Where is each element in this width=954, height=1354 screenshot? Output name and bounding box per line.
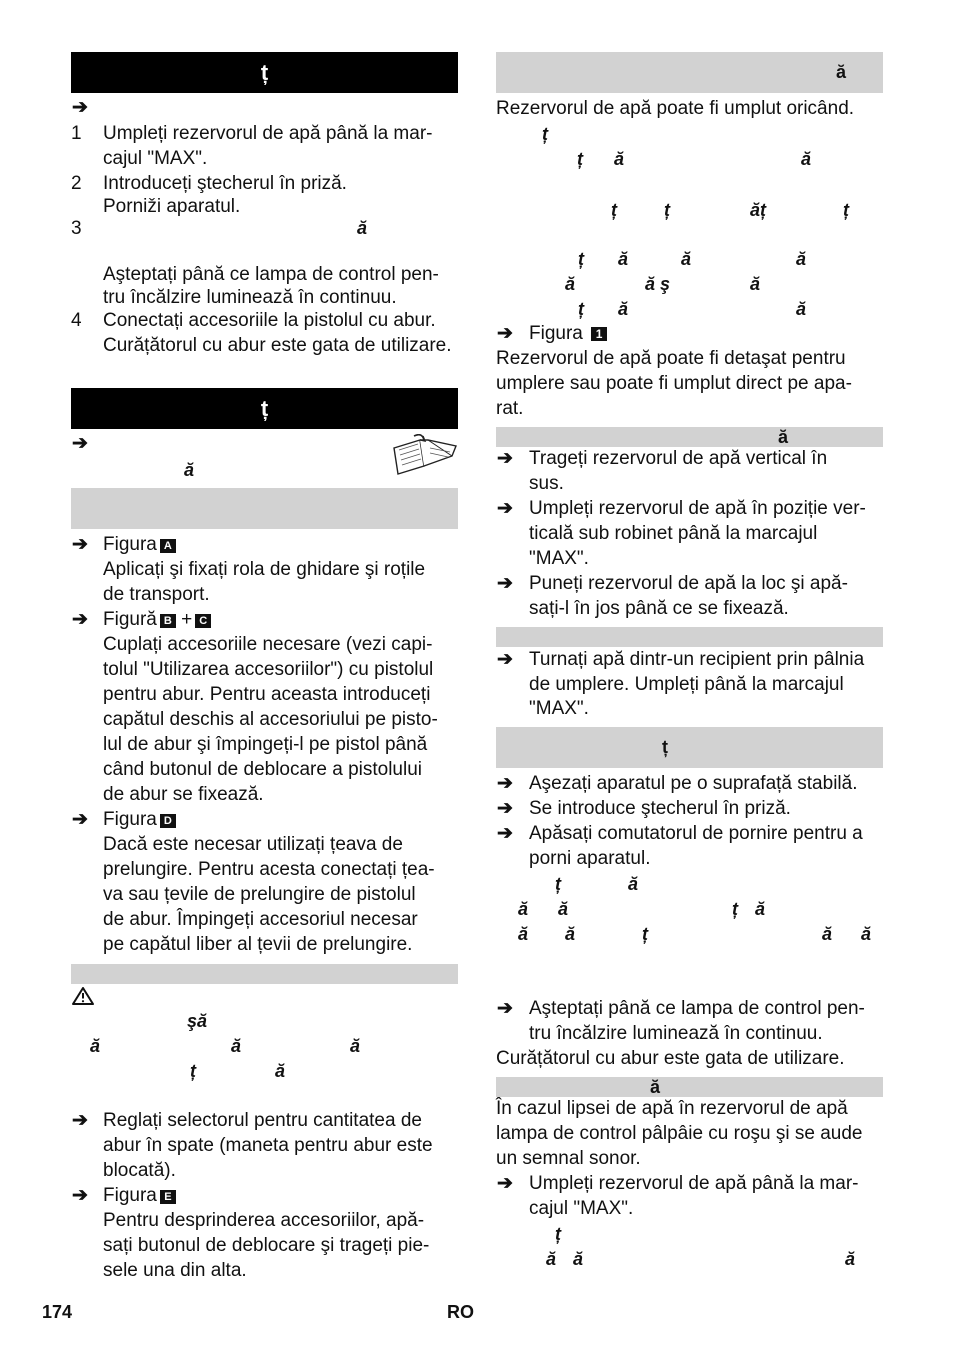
text-fragment: ț	[555, 1224, 561, 1244]
text-fragment: ț	[578, 299, 584, 319]
step-text: Umpleți rezervorul de apă până la mar-	[103, 123, 433, 144]
warning-icon	[71, 986, 95, 1006]
text-fragment: ă	[845, 1249, 856, 1269]
text-fragment: ț	[578, 249, 584, 269]
figure-ref	[103, 607, 211, 632]
subsection-bar	[496, 52, 883, 93]
step-number: 2	[71, 173, 82, 194]
step-text: tru încălzire luminează în continuu.	[103, 287, 397, 308]
body-text: Trageți rezervorul de apă vertical în	[529, 448, 828, 469]
text-fragment: ț	[843, 200, 849, 220]
text-fragment: ă	[565, 274, 576, 294]
section-title-bar	[71, 388, 458, 429]
body-text: "MAX".	[529, 548, 589, 569]
text-fragment: ă	[861, 924, 872, 944]
body-text: Se introduce ştecherul în priză.	[529, 798, 791, 819]
text-fragment: ă	[801, 149, 812, 169]
section-title: ț	[260, 60, 269, 85]
body-text: tru încălzire luminează în continuu.	[529, 1023, 823, 1044]
figure-badge: B	[160, 614, 176, 628]
step-text: Porniži aparatul.	[103, 196, 241, 217]
subsection-bar	[496, 627, 883, 647]
arrow-icon: ➔	[497, 998, 513, 1019]
figure-ref	[103, 807, 176, 832]
text-fragment: ă ş	[645, 274, 671, 294]
text-fragment: ț	[732, 899, 738, 919]
text-fragment: ă	[614, 149, 625, 169]
subsection-title: ă	[778, 426, 789, 447]
body-text: va sau țevile de prelungire de pistolul	[103, 884, 416, 905]
step-text: Conectați accesoriile la pistolul cu abur.	[103, 310, 436, 331]
page-number: 174	[42, 1302, 73, 1322]
body-text: Umpleți rezervorul de apă până la mar-	[529, 1173, 859, 1194]
text-fragment: ț	[577, 149, 583, 169]
body-text: "MAX".	[529, 698, 589, 719]
text-fragment: ă	[618, 249, 629, 269]
body-text: lul de abur şi împingeți-l pe pistol până	[103, 734, 428, 755]
subsection-title: ț	[662, 737, 668, 757]
body-text: Cuplați accesoriile necesare (vezi capi-	[103, 634, 433, 655]
body-text: Curățătorul cu abur este gata de utilizare.	[496, 1048, 845, 1069]
text-fragment: ă	[618, 299, 629, 319]
text-fragment: ă	[558, 899, 569, 919]
body-text: abur în spate (maneta pentru abur este	[103, 1135, 433, 1156]
subsection-bar	[496, 1077, 883, 1097]
figure-badge: A	[160, 539, 176, 553]
text-fragment: ă	[681, 249, 692, 269]
body-text: Aplicați şi fixați rola de ghidare şi roțile	[103, 559, 426, 580]
body-text: de abur. Împingeți accesoriul necesar	[103, 909, 418, 930]
body-text: sați-l în jos până ce se fixează.	[529, 598, 789, 619]
body-text: sați butonul de deblocare şi trageți pie-	[103, 1235, 430, 1256]
figure-ref	[103, 532, 176, 557]
step-text: Curățătorul cu abur este gata de utilizare.	[103, 335, 452, 356]
step-number: 3	[71, 218, 82, 239]
body-text: Apăsați comutatorul de pornire pentru a	[529, 823, 863, 844]
text-fragment: ă	[755, 899, 766, 919]
body-text: Rezervorul de apă poate fi umplut oricând.	[496, 98, 855, 119]
figure-badge: C	[195, 614, 211, 628]
text-fragment: ă	[90, 1036, 101, 1056]
body-text: În cazul lipsei de apă în rezervorul de apă	[496, 1098, 848, 1119]
arrow-icon: ➔	[497, 323, 513, 344]
body-text: Umpleți rezervorul de apă în poziție ver-	[529, 498, 866, 519]
text-fragment: ă	[546, 1249, 557, 1269]
text-fragment: ă	[565, 924, 576, 944]
step-number: 4	[71, 310, 82, 331]
text-fragment: ț	[190, 1061, 196, 1081]
text-fragment: ă	[275, 1061, 286, 1081]
arrow-icon: ➔	[497, 649, 513, 670]
body-text: lampa de control pâlpâie cu roşu şi se aude	[496, 1123, 863, 1144]
figure-badge: D	[160, 814, 176, 828]
subsection-bar	[496, 727, 883, 768]
body-text: Aşezați aparatul pe o suprafață stabilă.	[529, 773, 858, 794]
arrow-icon: ➔	[72, 97, 88, 118]
body-text: Puneți rezervorul de apă la loc şi apă-	[529, 573, 848, 594]
text-fragment: ă	[796, 299, 807, 319]
text-fragment: ă	[518, 899, 529, 919]
manual-book-icon	[390, 434, 460, 478]
text-fragment: ț	[542, 124, 548, 144]
body-text: umplere sau poate fi umplut direct pe apa-	[496, 373, 852, 394]
section-title-bar	[71, 52, 458, 93]
subsection-title: ă	[836, 62, 847, 82]
figure-label: Figura	[103, 534, 157, 555]
text-fragment: ă	[628, 874, 639, 894]
arrow-icon: ➔	[497, 823, 513, 844]
body-text: Reglați selectorul pentru cantitatea de	[103, 1110, 422, 1131]
subsection-bar	[496, 427, 883, 447]
body-text: blocată).	[103, 1160, 176, 1181]
body-text: Dacă este necesar utilizați țeava de	[103, 834, 403, 855]
text-fragment: ț	[664, 200, 670, 220]
text-fragment: ț	[555, 874, 561, 894]
text-fragment: ă	[184, 460, 195, 480]
figure-badge: 1	[591, 327, 607, 341]
body-text: de umplere. Umpleți până la marcajul	[529, 674, 844, 695]
body-text: prelungire. Pentru acesta conectați țea-	[103, 859, 435, 880]
arrow-icon: ➔	[72, 433, 88, 454]
arrow-icon: ➔	[497, 773, 513, 794]
text-fragment: ăț	[750, 200, 767, 220]
body-text: de transport.	[103, 584, 210, 605]
body-text: când butonul de deblocare a pistolului	[103, 759, 423, 780]
arrow-icon: ➔	[72, 1110, 88, 1131]
body-text: tolul "Utilizarea accesoriilor") cu pistolul	[103, 659, 434, 680]
text-fragment: ă	[518, 924, 529, 944]
figure-label: Figura	[103, 1185, 157, 1206]
body-text: cajul "MAX".	[529, 1198, 634, 1219]
body-text: Rezervorul de apă poate fi detaşat pentru	[496, 348, 846, 369]
body-text: un semnal sonor.	[496, 1148, 641, 1169]
figure-badge: E	[160, 1190, 176, 1204]
figure-label: Figură	[103, 609, 157, 630]
arrow-icon: ➔	[72, 609, 88, 630]
text-fragment: ă	[822, 924, 833, 944]
text-fragment: ă	[357, 218, 368, 238]
subsection-title: ă	[650, 1076, 661, 1097]
arrow-icon: ➔	[72, 534, 88, 555]
arrow-icon: ➔	[497, 1173, 513, 1194]
arrow-icon: ➔	[497, 573, 513, 594]
section-title: ț	[260, 396, 269, 421]
text-fragment: ă	[796, 249, 807, 269]
arrow-icon: ➔	[497, 498, 513, 519]
body-text: porni aparatul.	[529, 848, 651, 869]
body-text: rat.	[496, 398, 524, 419]
body-text: sele una din alta.	[103, 1260, 247, 1281]
body-text: sus.	[529, 473, 564, 494]
body-text: Turnați apă dintr-un recipient prin pâlnia	[529, 649, 865, 670]
body-text: capătul deschis al accesoriului pe pisto-	[103, 709, 438, 730]
body-text: Aşteptați până ce lampa de control pen-	[529, 998, 865, 1019]
figure-label: Figura	[529, 323, 583, 344]
figure-label: Figura	[103, 809, 157, 830]
text-fragment: ă	[573, 1249, 584, 1269]
text-fragment: ț	[642, 924, 648, 944]
plus-sign: +	[181, 609, 193, 630]
text-fragment: şă	[187, 1011, 208, 1031]
text-fragment: ă	[750, 274, 761, 294]
step-number: 1	[71, 123, 82, 144]
subsection-bar	[71, 964, 458, 984]
text-fragment: ă	[350, 1036, 361, 1056]
body-text: pe capătul liber al țevii de prelungire.	[103, 934, 413, 955]
step-text: cajul "MAX".	[103, 148, 208, 169]
arrow-icon: ➔	[72, 1185, 88, 1206]
step-text: Introduceți ştecherul în priză.	[103, 173, 347, 194]
figure-ref	[103, 1183, 176, 1208]
body-text: de abur se fixează.	[103, 784, 264, 805]
body-text: Pentru desprinderea accesoriilor, apă-	[103, 1210, 425, 1231]
text-fragment: ă	[231, 1036, 242, 1056]
arrow-icon: ➔	[72, 809, 88, 830]
subsection-bar	[71, 488, 458, 529]
body-text: ticală sub robinet până la marcajul	[529, 523, 818, 544]
language-code: RO	[447, 1302, 474, 1322]
figure-ref	[529, 321, 607, 346]
step-text: Aşteptați până ce lampa de control pen-	[103, 264, 439, 285]
arrow-icon: ➔	[497, 798, 513, 819]
body-text: pentru abur. Pentru aceasta introduceți	[103, 684, 431, 705]
arrow-icon: ➔	[497, 448, 513, 469]
text-fragment: ț	[611, 200, 617, 220]
